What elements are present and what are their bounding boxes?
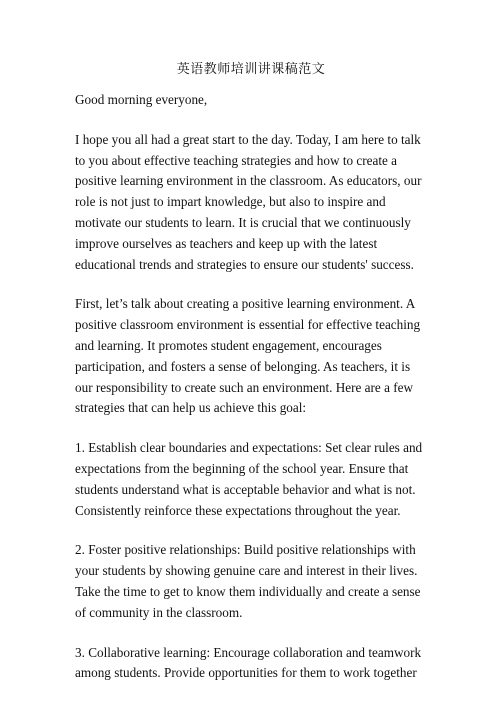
- document-body: [75, 90, 431, 703]
- paragraph-strategy-2: [75, 540, 431, 623]
- text-line: expectations from the beginning of the school year. Ensure that: [75, 460, 409, 476]
- text-line: of community in the classroom.: [75, 604, 243, 620]
- text-line: First, let’s talk about creating a positive learning environment. A: [75, 296, 416, 312]
- text-line: 2. Foster positive relationships: Build positive relationships with: [75, 542, 416, 558]
- document-title: 英语教师培训讲课稿范文: [176, 62, 326, 77]
- text-line: among students. Provide opportunities for them to work together: [75, 665, 417, 681]
- text-line: Take the time to get to know them individually and create a sense: [75, 583, 421, 599]
- text-line: positive learning environment in the classroom. As educators, our: [75, 173, 422, 189]
- text-line: role is not just to impart knowledge, but also to inspire and: [75, 194, 386, 210]
- text-line: and learning. It promotes student engagement, encourages: [75, 337, 382, 353]
- text-line: educational trends and strategies to ensure our students' success.: [75, 256, 414, 272]
- salutation: Good morning everyone,: [75, 92, 208, 107]
- text-line: strategies that can help us achieve this goal:: [75, 400, 307, 416]
- text-line: participation, and fosters a sense of belonging. As teachers, it is: [75, 358, 411, 374]
- text-line: Consistently reinforce these expectations throughout the year.: [75, 502, 401, 518]
- text-line: motivate our students to learn. It is crucial that we continuously: [75, 214, 411, 230]
- text-line: to you about effective teaching strategies and how to create a: [75, 152, 397, 168]
- paragraph-positive-environment: [75, 294, 431, 419]
- paragraph-intro: [75, 130, 431, 276]
- text-line: 1. Establish clear boundaries and expectations: Set clear rules and: [75, 440, 423, 456]
- paragraph-strategy-1: [75, 438, 431, 521]
- text-line: students understand what is acceptable behavior and what is not.: [75, 481, 416, 497]
- text-line: 3. Collaborative learning: Encourage collaboration and teamwork: [75, 644, 422, 660]
- text-line: positive classroom environment is essential for effective teaching: [75, 317, 421, 333]
- text-line: improve ourselves as teachers and keep up with the latest: [75, 235, 378, 251]
- text-line: I hope you all had a great start to the day. Today, I am here to talk: [75, 131, 421, 147]
- text-line: our responsibility to create such an environment. Here are a few: [75, 379, 413, 395]
- text-line: your students by showing genuine care and interest in their lives.: [75, 563, 418, 579]
